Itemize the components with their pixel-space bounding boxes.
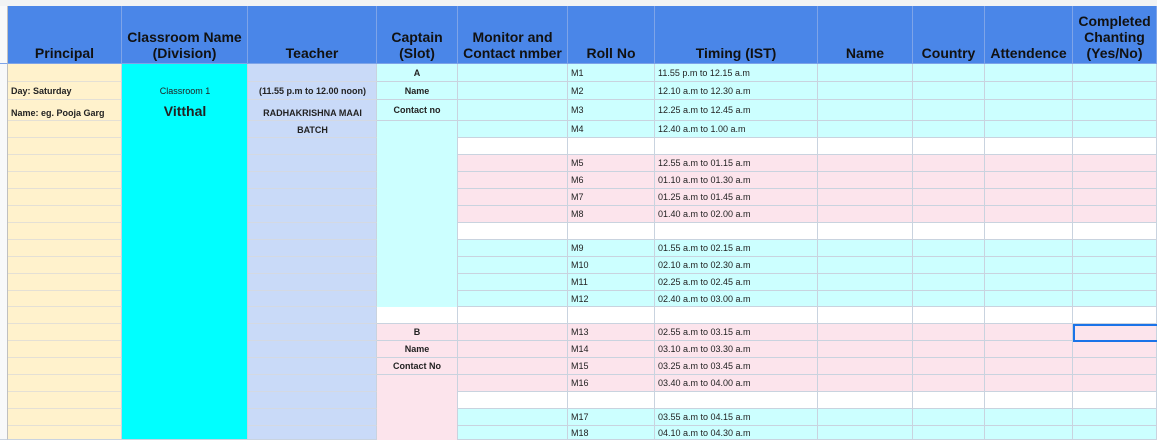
grid-line bbox=[8, 408, 122, 409]
name-cell[interactable] bbox=[818, 172, 913, 189]
monitor-cell[interactable] bbox=[458, 64, 568, 82]
name-cell[interactable] bbox=[818, 257, 913, 274]
attendance-cell[interactable] bbox=[985, 409, 1073, 426]
roll-cell[interactable]: M7 bbox=[568, 189, 655, 206]
name-cell[interactable] bbox=[818, 392, 913, 409]
grid-line bbox=[8, 306, 122, 307]
grid-line bbox=[248, 374, 377, 375]
header-classroom-label: Classroom Name (Division) bbox=[127, 29, 242, 61]
grid-line bbox=[248, 171, 377, 172]
completed-cell[interactable] bbox=[1073, 257, 1157, 274]
completed-cell[interactable] bbox=[1073, 189, 1157, 206]
timing-cell[interactable]: 12.25 a.m to 12.45 a.m bbox=[655, 100, 818, 121]
roll-cell[interactable] bbox=[568, 223, 655, 240]
grid-line bbox=[8, 188, 122, 189]
grid-line bbox=[248, 357, 377, 358]
principal-name[interactable]: Name: eg. Pooja Garg bbox=[11, 108, 105, 118]
attendance-cell[interactable] bbox=[985, 138, 1073, 155]
roll-cell[interactable]: M4 bbox=[568, 121, 655, 138]
attendance-cell[interactable] bbox=[985, 64, 1073, 82]
monitor-cell[interactable] bbox=[458, 189, 568, 206]
monitor-cell[interactable] bbox=[458, 155, 568, 172]
monitor-cell[interactable] bbox=[458, 392, 568, 409]
name-cell[interactable] bbox=[818, 100, 913, 121]
grid-line bbox=[8, 137, 122, 138]
captain-cell[interactable] bbox=[377, 409, 458, 426]
completed-cell[interactable] bbox=[1073, 426, 1157, 440]
completed-cell[interactable] bbox=[1073, 409, 1157, 426]
attendance-cell[interactable] bbox=[985, 274, 1073, 291]
completed-cell[interactable] bbox=[1073, 358, 1157, 375]
header-classroom[interactable] bbox=[122, 6, 248, 64]
grid-line bbox=[248, 425, 377, 426]
name-cell[interactable] bbox=[818, 291, 913, 307]
attendance-cell[interactable] bbox=[985, 189, 1073, 206]
monitor-cell[interactable] bbox=[458, 307, 568, 324]
captain-cell[interactable] bbox=[377, 189, 458, 206]
country-cell[interactable] bbox=[913, 121, 985, 138]
attendance-cell[interactable] bbox=[985, 392, 1073, 409]
roll-cell[interactable]: M18 bbox=[568, 426, 655, 440]
row-header-1[interactable] bbox=[0, 6, 8, 64]
timing-cell[interactable]: 02.40 a.m to 03.00 a.m bbox=[655, 291, 818, 307]
timing-cell[interactable]: 11.55 p.m to 12.15 a.m bbox=[655, 64, 818, 82]
monitor-cell[interactable] bbox=[458, 426, 568, 440]
monitor-cell[interactable] bbox=[458, 223, 568, 240]
header-country[interactable] bbox=[913, 6, 985, 64]
completed-cell[interactable] bbox=[1073, 375, 1157, 392]
name-cell[interactable] bbox=[818, 121, 913, 138]
monitor-cell[interactable] bbox=[458, 375, 568, 392]
roll-cell[interactable] bbox=[568, 307, 655, 324]
timing-cell[interactable]: 03.10 a.m to 03.30 a.m bbox=[655, 341, 818, 358]
captain-cell[interactable]: A bbox=[377, 64, 458, 82]
completed-cell[interactable] bbox=[1073, 240, 1157, 257]
grid-line bbox=[248, 188, 377, 189]
roll-cell[interactable] bbox=[568, 138, 655, 155]
country-cell[interactable] bbox=[913, 392, 985, 409]
timing-cell[interactable]: 02.10 a.m to 02.30 a.m bbox=[655, 257, 818, 274]
attendance-cell[interactable] bbox=[985, 341, 1073, 358]
header-captain[interactable] bbox=[377, 6, 458, 64]
header-teacher-label: Teacher bbox=[285, 45, 339, 61]
header-completed[interactable] bbox=[1073, 6, 1157, 64]
roll-cell[interactable]: M15 bbox=[568, 358, 655, 375]
grid-line bbox=[8, 357, 122, 358]
captain-cell[interactable] bbox=[377, 307, 458, 324]
roll-cell[interactable]: M5 bbox=[568, 155, 655, 172]
captain-cell[interactable] bbox=[377, 155, 458, 172]
monitor-cell[interactable] bbox=[458, 341, 568, 358]
timing-cell[interactable]: 01.40 a.m to 02.00 a.m bbox=[655, 206, 818, 223]
selected-cell[interactable] bbox=[1073, 324, 1157, 342]
header-monitor[interactable] bbox=[458, 6, 568, 64]
name-cell[interactable] bbox=[818, 240, 913, 257]
name-cell[interactable] bbox=[818, 324, 913, 341]
attendance-cell[interactable] bbox=[985, 240, 1073, 257]
name-cell[interactable] bbox=[818, 358, 913, 375]
name-cell[interactable] bbox=[818, 155, 913, 172]
completed-cell[interactable] bbox=[1073, 223, 1157, 240]
monitor-cell[interactable] bbox=[458, 121, 568, 138]
roll-cell[interactable]: M13 bbox=[568, 324, 655, 341]
name-cell[interactable] bbox=[818, 375, 913, 392]
country-cell[interactable] bbox=[913, 274, 985, 291]
name-cell[interactable] bbox=[818, 409, 913, 426]
country-cell[interactable] bbox=[913, 155, 985, 172]
grid-line bbox=[8, 256, 122, 257]
country-cell[interactable] bbox=[913, 291, 985, 307]
grid-line bbox=[8, 340, 122, 341]
attendance-cell[interactable] bbox=[985, 358, 1073, 375]
grid-line bbox=[248, 306, 377, 307]
roll-cell[interactable]: M16 bbox=[568, 375, 655, 392]
completed-cell[interactable] bbox=[1073, 206, 1157, 223]
name-cell[interactable] bbox=[818, 223, 913, 240]
attendance-cell[interactable] bbox=[985, 206, 1073, 223]
name-cell[interactable] bbox=[818, 274, 913, 291]
attendance-cell[interactable] bbox=[985, 426, 1073, 440]
header-captain-label: Captain (Slot) bbox=[391, 29, 443, 61]
captain-cell[interactable] bbox=[377, 426, 458, 440]
header-teacher[interactable] bbox=[248, 6, 377, 64]
timing-cell[interactable] bbox=[655, 307, 818, 324]
monitor-cell[interactable] bbox=[458, 358, 568, 375]
teacher-line2[interactable]: BATCH bbox=[297, 125, 328, 135]
name-cell[interactable] bbox=[818, 64, 913, 82]
grid-line bbox=[248, 222, 377, 223]
name-cell[interactable] bbox=[818, 189, 913, 206]
captain-cell[interactable]: Contact no bbox=[377, 100, 458, 121]
row-headers[interactable] bbox=[0, 64, 8, 440]
completed-cell[interactable] bbox=[1073, 274, 1157, 291]
monitor-cell[interactable] bbox=[458, 172, 568, 189]
header-completed-label: Completed Chanting (Yes/No) bbox=[1078, 13, 1151, 61]
country-cell[interactable] bbox=[913, 64, 985, 82]
country-cell[interactable] bbox=[913, 358, 985, 375]
header-attendance[interactable] bbox=[985, 6, 1073, 64]
captain-cell[interactable]: Contact No bbox=[377, 358, 458, 375]
timing-cell[interactable] bbox=[655, 392, 818, 409]
timing-cell[interactable] bbox=[655, 138, 818, 155]
timing-cell[interactable]: 02.55 a.m to 03.15 a.m bbox=[655, 324, 818, 341]
monitor-cell[interactable] bbox=[458, 206, 568, 223]
header-timing[interactable] bbox=[655, 6, 818, 64]
header-name[interactable] bbox=[818, 6, 913, 64]
timing-cell[interactable] bbox=[655, 223, 818, 240]
country-cell[interactable] bbox=[913, 426, 985, 440]
country-cell[interactable] bbox=[913, 138, 985, 155]
grid-line bbox=[8, 273, 122, 274]
completed-cell[interactable] bbox=[1073, 138, 1157, 155]
header-name-label: Name bbox=[845, 45, 885, 61]
name-cell[interactable] bbox=[818, 426, 913, 440]
roll-cell[interactable] bbox=[568, 392, 655, 409]
attendance-cell[interactable] bbox=[985, 324, 1073, 341]
country-cell[interactable] bbox=[913, 257, 985, 274]
country-cell[interactable] bbox=[913, 172, 985, 189]
captain-cell[interactable] bbox=[377, 172, 458, 189]
monitor-cell[interactable] bbox=[458, 138, 568, 155]
classroom-label[interactable]: Classroom 1 bbox=[159, 86, 211, 96]
grid-line bbox=[248, 256, 377, 257]
country-cell[interactable] bbox=[913, 223, 985, 240]
header-monitor-label: Monitor and Contact nmber bbox=[463, 29, 562, 61]
captain-cell[interactable] bbox=[377, 138, 458, 155]
completed-cell[interactable] bbox=[1073, 307, 1157, 324]
grid-line bbox=[248, 290, 377, 291]
monitor-cell[interactable] bbox=[458, 274, 568, 291]
grid-line bbox=[8, 290, 122, 291]
attendance-cell[interactable] bbox=[985, 155, 1073, 172]
monitor-cell[interactable] bbox=[458, 291, 568, 307]
roll-cell[interactable]: M14 bbox=[568, 341, 655, 358]
grid-line bbox=[248, 273, 377, 274]
timing-cell[interactable]: 03.55 a.m to 04.15 a.m bbox=[655, 409, 818, 426]
captain-cell[interactable] bbox=[377, 206, 458, 223]
country-cell[interactable] bbox=[913, 307, 985, 324]
roll-cell[interactable]: M8 bbox=[568, 206, 655, 223]
roll-cell[interactable]: M10 bbox=[568, 257, 655, 274]
captain-cell[interactable] bbox=[377, 121, 458, 138]
classroom-division[interactable]: Vitthal bbox=[163, 103, 207, 119]
country-cell[interactable] bbox=[913, 100, 985, 121]
header-country-label: Country bbox=[921, 45, 976, 61]
attendance-cell[interactable] bbox=[985, 291, 1073, 307]
grid-line bbox=[8, 205, 122, 206]
completed-cell[interactable] bbox=[1073, 392, 1157, 409]
captain-cell[interactable] bbox=[377, 291, 458, 307]
header-timing-label: Timing (IST) bbox=[695, 45, 777, 61]
completed-cell[interactable] bbox=[1073, 172, 1157, 189]
captain-cell[interactable]: B bbox=[377, 324, 458, 341]
grid-line bbox=[248, 408, 377, 409]
name-cell[interactable] bbox=[818, 341, 913, 358]
timing-cell[interactable]: 03.25 a.m to 03.45 a.m bbox=[655, 358, 818, 375]
monitor-cell[interactable] bbox=[458, 324, 568, 341]
timing-cell[interactable]: 01.10 a.m to 01.30 a.m bbox=[655, 172, 818, 189]
roll-cell[interactable]: M1 bbox=[568, 64, 655, 82]
completed-cell[interactable] bbox=[1073, 341, 1157, 358]
country-cell[interactable] bbox=[913, 324, 985, 341]
monitor-cell[interactable] bbox=[458, 240, 568, 257]
grid-line bbox=[248, 239, 377, 240]
name-cell[interactable] bbox=[818, 82, 913, 100]
grid-line bbox=[248, 391, 377, 392]
timing-cell[interactable]: 04.10 a.m to 04.30 a.m bbox=[655, 426, 818, 440]
completed-cell[interactable] bbox=[1073, 64, 1157, 82]
name-cell[interactable] bbox=[818, 307, 913, 324]
captain-cell[interactable] bbox=[377, 375, 458, 392]
timing-cell[interactable]: 01.55 a.m to 02.15 a.m bbox=[655, 240, 818, 257]
roll-cell[interactable]: M12 bbox=[568, 291, 655, 307]
roll-cell[interactable]: M17 bbox=[568, 409, 655, 426]
country-cell[interactable] bbox=[913, 82, 985, 100]
teacher-line1[interactable]: RADHAKRISHNA MAAI bbox=[263, 108, 362, 118]
timing-cell[interactable]: 12.55 a.m to 01.15 a.m bbox=[655, 155, 818, 172]
roll-cell[interactable]: M2 bbox=[568, 82, 655, 100]
header-principal-label: Principal bbox=[34, 45, 95, 61]
attendance-cell[interactable] bbox=[985, 307, 1073, 324]
attendance-cell[interactable] bbox=[985, 172, 1073, 189]
name-cell[interactable] bbox=[818, 206, 913, 223]
grid-line bbox=[8, 171, 122, 172]
grid-line bbox=[8, 391, 122, 392]
captain-cell[interactable]: Name bbox=[377, 341, 458, 358]
completed-cell[interactable] bbox=[1073, 82, 1157, 100]
grid-line bbox=[8, 323, 122, 324]
timing-cell[interactable]: 01.25 a.m to 01.45 a.m bbox=[655, 189, 818, 206]
monitor-cell[interactable] bbox=[458, 100, 568, 121]
monitor-cell[interactable] bbox=[458, 257, 568, 274]
country-cell[interactable] bbox=[913, 206, 985, 223]
completed-cell[interactable] bbox=[1073, 155, 1157, 172]
roll-cell[interactable]: M11 bbox=[568, 274, 655, 291]
country-cell[interactable] bbox=[913, 240, 985, 257]
grid-line bbox=[248, 323, 377, 324]
completed-cell[interactable] bbox=[1073, 291, 1157, 307]
grid-line bbox=[248, 205, 377, 206]
timing-cell[interactable]: 12.40 a.m to 1.00 a.m bbox=[655, 121, 818, 138]
timing-cell[interactable]: 02.25 a.m to 02.45 a.m bbox=[655, 274, 818, 291]
roll-cell[interactable]: M9 bbox=[568, 240, 655, 257]
country-cell[interactable] bbox=[913, 341, 985, 358]
grid-line bbox=[248, 340, 377, 341]
grid-line bbox=[248, 154, 377, 155]
grid-line bbox=[8, 425, 122, 426]
captain-cell[interactable] bbox=[377, 223, 458, 240]
roll-cell[interactable]: M3 bbox=[568, 100, 655, 121]
grid-line bbox=[8, 154, 122, 155]
header-roll[interactable] bbox=[568, 6, 655, 64]
attendance-cell[interactable] bbox=[985, 223, 1073, 240]
header-attendance-label: Attendence bbox=[990, 45, 1067, 61]
teacher-time[interactable]: (11.55 p.m to 12.00 noon) bbox=[258, 86, 367, 96]
captain-cell[interactable] bbox=[377, 240, 458, 257]
monitor-cell[interactable] bbox=[458, 409, 568, 426]
country-cell[interactable] bbox=[913, 189, 985, 206]
attendance-cell[interactable] bbox=[985, 82, 1073, 100]
principal-day[interactable]: Day: Saturday bbox=[11, 86, 72, 96]
grid-line bbox=[8, 222, 122, 223]
completed-cell[interactable] bbox=[1073, 121, 1157, 138]
grid-line bbox=[8, 374, 122, 375]
attendance-cell[interactable] bbox=[985, 257, 1073, 274]
country-cell[interactable] bbox=[913, 375, 985, 392]
timing-cell[interactable]: 03.40 a.m to 04.00 a.m bbox=[655, 375, 818, 392]
attendance-cell[interactable] bbox=[985, 375, 1073, 392]
attendance-cell[interactable] bbox=[985, 121, 1073, 138]
captain-cell[interactable] bbox=[377, 257, 458, 274]
timing-cell[interactable]: 12.10 a.m to 12.30 a.m bbox=[655, 82, 818, 100]
captain-cell[interactable]: Name bbox=[377, 82, 458, 100]
captain-cell[interactable] bbox=[377, 274, 458, 291]
header-principal[interactable] bbox=[8, 6, 122, 64]
completed-cell[interactable] bbox=[1073, 100, 1157, 121]
captain-cell[interactable] bbox=[377, 392, 458, 409]
name-cell[interactable] bbox=[818, 138, 913, 155]
country-cell[interactable] bbox=[913, 409, 985, 426]
grid-line bbox=[8, 239, 122, 240]
attendance-cell[interactable] bbox=[985, 100, 1073, 121]
monitor-cell[interactable] bbox=[458, 82, 568, 100]
roll-cell[interactable]: M6 bbox=[568, 172, 655, 189]
header-roll-label: Roll No bbox=[586, 45, 636, 61]
